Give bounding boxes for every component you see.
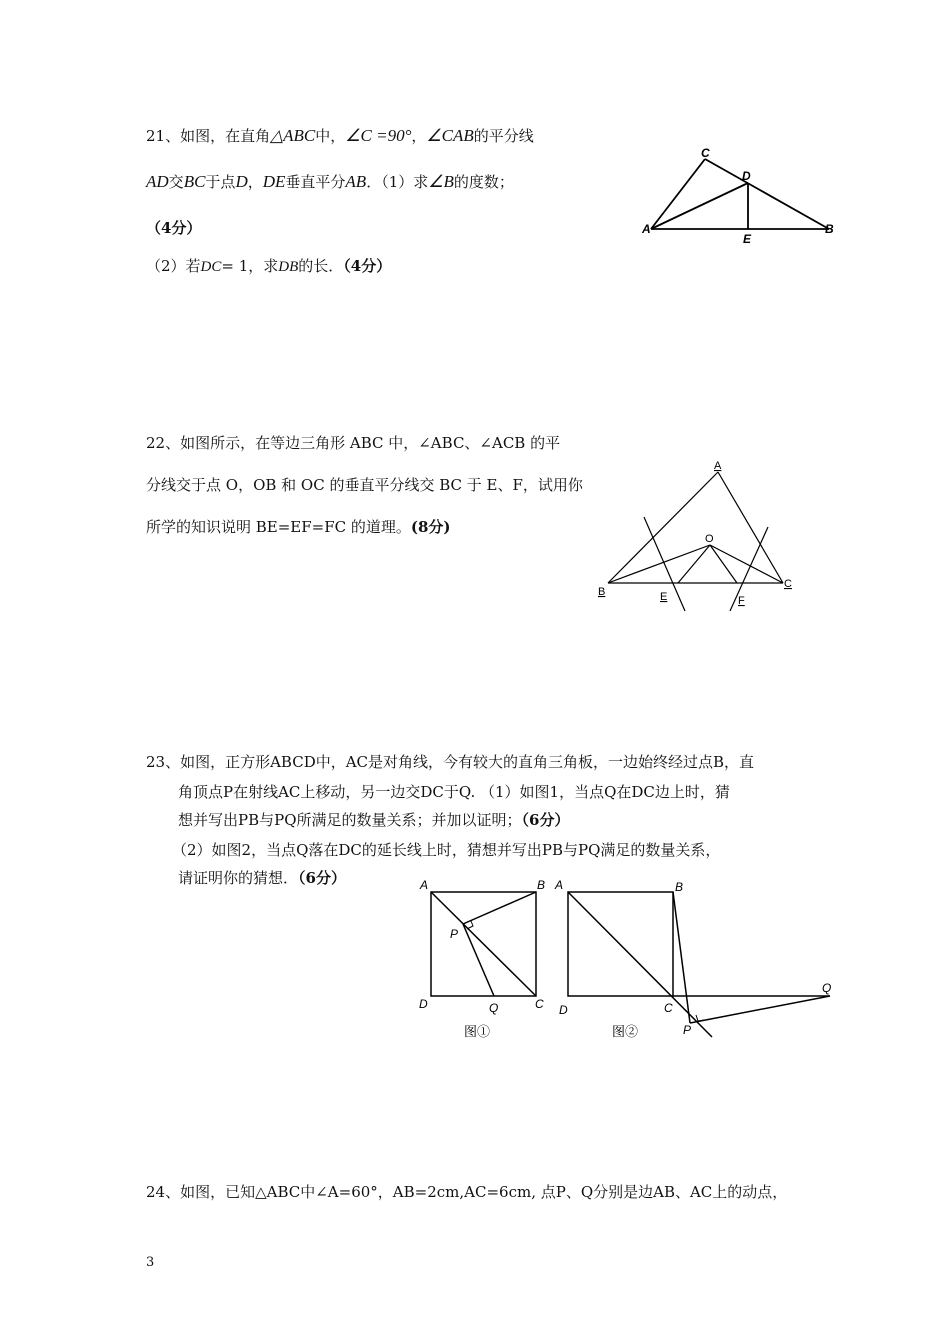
q22-line-1: 22、如图所示，在等边三角形 ABC 中，∠ABC、∠ACB 的平: [146, 434, 561, 452]
q21-line-4: （2）若DC= 1，求DB的长．（4分）: [146, 257, 392, 275]
q23-f1-label-c: C: [535, 997, 544, 1011]
q23-f2-caption: 图②: [612, 1024, 639, 1039]
q21-label-c: C: [701, 146, 710, 160]
q21-label-e: E: [743, 232, 752, 246]
q23-f2-label-c: C: [664, 1001, 673, 1015]
q21-label-a: A: [642, 222, 651, 236]
q23-f2-label-b: B: [675, 880, 684, 894]
q22-line-2: 分线交于点 O，OB 和 OC 的垂直平分线交 BC 于 E、F，试用你: [146, 476, 583, 494]
q22-label-o: O: [705, 533, 714, 545]
page-number: 3: [146, 1255, 155, 1270]
q23-f1-label-p: P: [450, 927, 459, 941]
q23-line-4: （2）如图2，当点Q落在DC的延长线上时，猜想并写出PB与PQ满足的数量关系，: [172, 841, 721, 859]
q22-label-c: C: [784, 578, 792, 590]
q22-label-b: B: [598, 586, 606, 598]
q21-label-d: D: [742, 169, 751, 183]
q23-line-2: 角顶点P在射线AC上移动，另一边交DC于Q. （1）如图1，当点Q在DC边上时，猜: [178, 783, 730, 801]
q23-line-3: 想并写出PB与PQ所满足的数量关系；并加以证明；（6分）: [178, 811, 570, 829]
q23-f1-label-b: B: [537, 878, 546, 892]
q23-f1-label-d: D: [419, 997, 428, 1011]
q22-label-e: E: [660, 591, 668, 603]
q21-line-3-score: （4分）: [146, 219, 202, 237]
q23-f2-label-q: Q: [822, 981, 832, 995]
q23-f2-label-d: D: [559, 1003, 568, 1017]
q23-line-5: 请证明你的猜想．（6分）: [178, 869, 346, 887]
q24-line-1: 24、如图，已知△ABC中∠A=60°，AB=2cm,AC=6cm, 点P、Q分别是边AB、AC上的动点，: [146, 1183, 788, 1201]
q23-f2-label-a: A: [555, 878, 564, 892]
q22-label-a: A: [714, 460, 722, 472]
q21-line-1: 21、如图，在直角△ABC中，∠C =90°，∠CAB的平分线: [146, 126, 534, 145]
q23-f2-label-p: P: [683, 1023, 692, 1037]
q23-f1-caption: 图①: [464, 1024, 491, 1039]
q21-line-2: AD交BC于点D，DE垂直平分AB．（1）求∠B的度数；: [146, 172, 514, 191]
q22-label-f: F: [738, 595, 745, 607]
q23-f1-label-a: A: [420, 878, 429, 892]
q23-line-1: 23、如图，正方形ABCD中，AC是对角线，今有较大的直角三角板，一边始终经过点B，直: [146, 753, 755, 771]
q22-line-3: 所学的知识说明 BE=EF=FC 的道理。(8分): [146, 518, 451, 536]
q21-label-b: B: [825, 222, 834, 236]
q23-f1-label-q: Q: [489, 1001, 499, 1015]
